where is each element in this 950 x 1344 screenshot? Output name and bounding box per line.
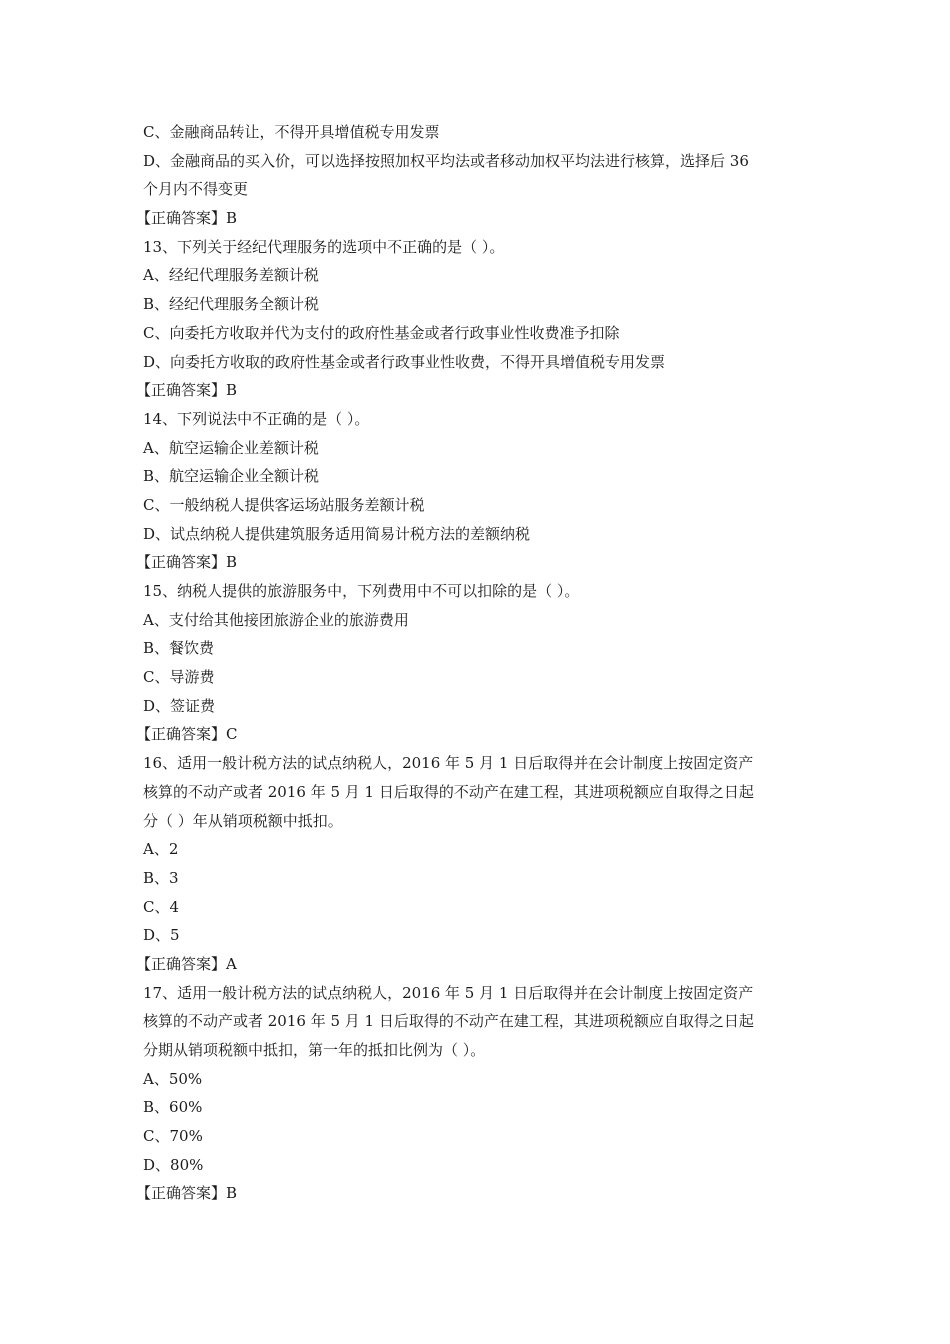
option-line: D、向委托方收取的政府性基金或者行政事业性收费，不得开具增值税专用发票: [143, 352, 666, 371]
option-line: C、金融商品转让，不得开具增值税专用发票: [143, 123, 440, 141]
option-line-continued: 个月内不得变更: [143, 180, 249, 199]
correct-answer: 【正确答案】B: [136, 1184, 238, 1203]
correct-answer: 【正确答案】A: [136, 954, 237, 973]
correct-answer: 【正确答案】B: [136, 209, 238, 228]
correct-answer: 【正确答案】B: [136, 381, 238, 400]
document-page: [136, 118, 818, 1208]
question-15: 15、纳税人提供的旅游服务中，下列费用中不可以扣除的是（ ）。: [143, 582, 580, 600]
question-13: 13、下列关于经纪代理服务的选项中不正确的是（ ）。: [143, 237, 505, 256]
question-16: 16、适用一般计税方法的试点纳税人，2016 年 5 月 1 日后取得并在会计制度上按固定资产: [143, 754, 754, 773]
correct-answer: 【正确答案】B: [136, 553, 238, 572]
option-line: A、航空运输企业差额计税: [143, 438, 319, 457]
option-line: D、签证费: [143, 696, 216, 715]
option-line: B、餐饮费: [143, 639, 215, 658]
option-line: D、5: [143, 926, 180, 945]
option-line: B、3: [143, 868, 179, 887]
option-line: A、支付给其他接团旅游企业的旅游费用: [143, 610, 409, 629]
question-16-continued: 分（ ）年从销项税额中抵扣。: [143, 811, 343, 830]
option-line: A、经纪代理服务差额计税: [143, 266, 319, 285]
option-line: C、一般纳税人提供客运场站服务差额计税: [143, 495, 425, 514]
option-line: C、70%: [143, 1127, 203, 1146]
option-line: C、4: [143, 897, 180, 916]
option-line: B、60%: [143, 1098, 203, 1117]
option-line: C、向委托方收取并代为支付的政府性基金或者行政事业性收费准予扣除: [143, 323, 620, 342]
option-line: B、经纪代理服务全额计税: [143, 295, 320, 314]
question-17-continued: 分期从销项税额中抵扣，第一年的抵扣比例为（ ）。: [143, 1041, 486, 1059]
option-line: D、试点纳税人提供建筑服务适用简易计税方法的差额纳税: [143, 524, 531, 543]
question-16-continued: 核算的不动产或者 2016 年 5 月 1 日后取得的不动产在建工程，其进项税额应自取得之日起: [143, 782, 754, 801]
option-line: A、2: [143, 840, 179, 859]
option-line: A、50%: [143, 1069, 203, 1088]
correct-answer: 【正确答案】C: [136, 725, 238, 744]
question-17: 17、适用一般计税方法的试点纳税人，2016 年 5 月 1 日后取得并在会计制度上按固定资产: [143, 983, 754, 1002]
option-line: B、航空运输企业全额计税: [143, 467, 320, 486]
question-14: 14、下列说法中不正确的是（ ）。: [143, 409, 370, 428]
option-line: D、80%: [143, 1155, 204, 1174]
question-17-continued: 核算的不动产或者 2016 年 5 月 1 日后取得的不动产在建工程，其进项税额应自取得之日起: [143, 1012, 754, 1031]
option-line: D、金融商品的买入价，可以选择按照加权平均法或者移动加权平均法进行核算，选择后 36: [143, 151, 749, 170]
option-line: C、导游费: [143, 668, 215, 687]
